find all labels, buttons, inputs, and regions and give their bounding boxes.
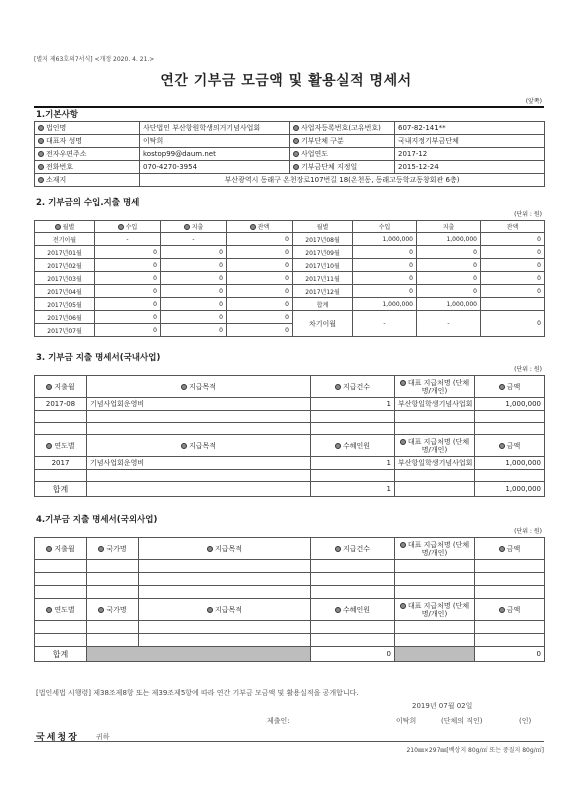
total-income: 1,000,000 (353, 298, 417, 311)
submission-date: 2019년 07월 02일 (412, 702, 473, 710)
bullet-icon (38, 125, 44, 131)
next-carry-expense: - (417, 311, 481, 337)
next-carry-balance: 0 (481, 311, 545, 337)
table-row-balance: 0 (481, 285, 545, 298)
table-row-income: 0 (353, 246, 417, 259)
col-country: 국가명 (87, 599, 139, 621)
page-side-label: (앞쪽) (525, 98, 542, 105)
col-amount: 금액 (475, 599, 545, 621)
section2-unit: (단위 : 원) (514, 211, 542, 218)
document-title: 연간 기부금 모금액 및 활용실적 명세서 (160, 73, 412, 89)
bullet-icon (400, 380, 406, 386)
rep-name-value: 이탁희 (140, 135, 290, 148)
table-row-balance: 0 (227, 324, 293, 337)
total-expense: 1,000,000 (417, 298, 481, 311)
carry-income: - (95, 233, 161, 246)
table-row-balance: 0 (227, 311, 293, 324)
table-row-balance: 0 (227, 272, 293, 285)
table-row-purpose: 기념사업회운영비 (87, 398, 311, 411)
bullet-icon (293, 151, 299, 157)
bullet-icon (335, 443, 341, 449)
total-count: 1 (311, 482, 395, 497)
col-expense-month: 지출월 (35, 376, 87, 398)
section3-heading: 3. 기부금 지출 명세서(국내사업) (36, 353, 161, 363)
col-balance-right: 잔액 (481, 221, 545, 233)
table-row-expense: 0 (161, 259, 227, 272)
col-year: 연도별 (35, 599, 87, 621)
col-amount: 금액 (475, 376, 545, 398)
footer-rule (34, 741, 544, 742)
table-row-balance: 0 (227, 246, 293, 259)
total-amount: 0 (475, 647, 545, 662)
col-purpose: 지급목적 (87, 376, 311, 398)
phone-value: 070-4270-3954 (140, 161, 290, 174)
col-income-right: 수입 (353, 221, 417, 233)
table-row-month: 2017년10월 (293, 259, 353, 272)
seal-mark: (인) (519, 717, 532, 725)
bullet-icon (207, 607, 213, 613)
table-row-month: 2017년07월 (35, 324, 95, 337)
designation-date-value: 2015-12-24 (395, 161, 545, 174)
table-row-count: 1 (311, 457, 395, 470)
next-carry-income: - (353, 311, 417, 337)
table-row-income: 0 (353, 259, 417, 272)
bullet-icon (46, 607, 52, 613)
table-row-expense: 0 (417, 246, 481, 259)
submitter-name: 이탁희 (396, 717, 417, 725)
section4-unit: (단위 : 원) (514, 528, 542, 535)
fiscal-year-value: 2017-12 (395, 148, 545, 161)
bullet-icon (46, 443, 52, 449)
total-label: 합계 (35, 482, 87, 497)
table-row-expense: 0 (161, 285, 227, 298)
col-income-left: 수입 (95, 221, 161, 233)
total-amount: 1,000,000 (475, 482, 545, 497)
reg-number-label: 사업자등록번호(고유번호) (290, 122, 395, 135)
paper-spec: 210㎜×297㎜[백상지 80g/㎡ 또는 중질지 80g/㎡] (406, 747, 544, 754)
bullet-icon (184, 224, 190, 230)
table-row-month: 2017년12월 (293, 285, 353, 298)
shaded-cell (395, 647, 475, 662)
org-type-value: 국내지정기부금단체 (395, 135, 545, 148)
table-row-income: 1,000,000 (353, 233, 417, 246)
table-row-month: 2017년04월 (35, 285, 95, 298)
corp-name-value: 사단법인 부산항원학생의거기념사업회 (140, 122, 290, 135)
bullet-icon (335, 384, 341, 390)
bullet-icon (118, 224, 124, 230)
form-number: [별지 제63호의7서식] <개정 2020. 4. 21.> (34, 56, 155, 63)
table-row-income: 0 (95, 259, 161, 272)
col-representative: 대표 지급처명 (단체명/개인) (395, 538, 475, 560)
table-row-month: 2017년06월 (35, 311, 95, 324)
col-purpose: 지급목적 (139, 599, 311, 621)
table-row-income: 0 (95, 272, 161, 285)
table-row-balance: 0 (481, 246, 545, 259)
top-rule (34, 106, 544, 108)
fiscal-year-label: 사업연도 (290, 148, 395, 161)
section3-unit: (단위 : 원) (514, 366, 542, 373)
col-beneficiaries: 수혜인원 (311, 435, 395, 457)
table-row-balance: 0 (227, 259, 293, 272)
bullet-icon (499, 546, 505, 552)
total-label: 합계 (293, 298, 353, 311)
bullet-icon (207, 546, 213, 552)
col-month-right: 월별 (293, 221, 353, 233)
col-representative: 대표 지급처명 (단체명/개인) (395, 599, 475, 621)
legal-basis-text: [법인세법 시행령] 제38조제8항 또는 제39조제5항에 따라 연간 기부금 모금액 및 활용실적을 공개합니다. (36, 689, 359, 697)
table-row-income: 0 (95, 311, 161, 324)
table-row-expense: 0 (417, 285, 481, 298)
carry-expense: - (161, 233, 227, 246)
col-payment-count: 지급건수 (311, 376, 395, 398)
bullet-icon (98, 607, 104, 613)
table-row-balance: 0 (481, 233, 545, 246)
col-representative: 대표 지급처명 (단체명/개인) (395, 376, 475, 398)
bullet-icon (293, 125, 299, 131)
bullet-icon (38, 164, 44, 170)
table-row-amount: 1,000,000 (475, 457, 545, 470)
bullet-icon (499, 443, 505, 449)
table-row-month: 2017년08월 (293, 233, 353, 246)
table-row-expense: 1,000,000 (417, 233, 481, 246)
table-row-expense: 0 (417, 272, 481, 285)
bullet-icon (38, 138, 44, 144)
table-row-amount: 1,000,000 (475, 398, 545, 411)
table-row-balance: 0 (481, 272, 545, 285)
carry-label: 전기이월 (35, 233, 95, 246)
bullet-icon (499, 607, 505, 613)
corp-name-label: 법인명 (35, 122, 140, 135)
overseas-expense-table (34, 537, 545, 662)
domestic-expense-table (34, 375, 545, 497)
table-row-purpose: 기념사업회운영비 (87, 457, 311, 470)
table-row-balance: 0 (481, 259, 545, 272)
bullet-icon (181, 384, 187, 390)
table-row-month: 2017년03월 (35, 272, 95, 285)
table-row-month: 2017년09월 (293, 246, 353, 259)
table-row-month: 2017년02월 (35, 259, 95, 272)
table-row-balance: 0 (227, 298, 293, 311)
table-row-expense: 0 (161, 272, 227, 285)
total-balance (481, 298, 545, 311)
table-row-income: 0 (95, 324, 161, 337)
table-row-representative: 부산항일학생기념사업회 (395, 398, 475, 411)
recipient: 국세청장 (36, 733, 79, 743)
section4-heading: 4.기부금 지출 명세서(국외사업) (36, 515, 158, 525)
bullet-icon (335, 546, 341, 552)
col-beneficiaries: 수혜인원 (311, 599, 395, 621)
bullet-icon (499, 384, 505, 390)
bullet-icon (335, 607, 341, 613)
bullet-icon (55, 224, 61, 230)
phone-label: 전화번호 (35, 161, 140, 174)
col-expense-month: 지출월 (35, 538, 87, 560)
table-row-income: 0 (95, 246, 161, 259)
submitter-note: (단체의 직인) (441, 717, 483, 725)
table-row-year: 2017 (35, 457, 87, 470)
carry-balance: 0 (227, 233, 293, 246)
bullet-icon (98, 546, 104, 552)
bullet-icon (400, 603, 406, 609)
email-label: 전자우편주소 (35, 148, 140, 161)
submitter-label: 제출인: (267, 717, 290, 725)
table-row-representative: 부산항일학생기념사업회 (395, 457, 475, 470)
col-purpose: 지급목적 (87, 435, 311, 457)
col-expense-right: 지출 (417, 221, 481, 233)
bullet-icon (46, 546, 52, 552)
basic-info-table (34, 121, 545, 187)
table-row-count: 1 (311, 398, 395, 411)
section1-heading: 1.기본사항 (36, 110, 78, 120)
designation-date-label: 기부금단체 지정일 (290, 161, 395, 174)
col-year: 연도별 (35, 435, 87, 457)
rep-name-label: 대표자 성명 (35, 135, 140, 148)
table-row-month: 2017년01월 (35, 246, 95, 259)
col-country: 국가명 (87, 538, 139, 560)
bullet-icon (400, 542, 406, 548)
table-row-expense: 0 (161, 298, 227, 311)
total-label: 합계 (35, 647, 87, 662)
bullet-icon (400, 439, 406, 445)
col-representative: 대표 지급처명 (단체명/개인) (395, 435, 475, 457)
table-row-balance: 0 (227, 285, 293, 298)
col-amount: 금액 (475, 538, 545, 560)
col-expense-left: 지출 (161, 221, 227, 233)
col-purpose: 지급목적 (139, 538, 311, 560)
address-label: 소재지 (35, 174, 140, 187)
table-row-income: 0 (95, 285, 161, 298)
table-row-expense: 0 (161, 311, 227, 324)
bullet-icon (250, 224, 256, 230)
next-carry-label: 차기이월 (293, 311, 353, 337)
income-expense-table (34, 220, 545, 337)
table-row-income: 0 (353, 272, 417, 285)
table-row-expense: 0 (161, 246, 227, 259)
section2-heading: 2. 기부금의 수입.지출 명세 (36, 198, 140, 208)
shaded-cell (87, 647, 311, 662)
col-payment-count: 지급건수 (311, 538, 395, 560)
col-month-left: 월별 (35, 221, 95, 233)
bullet-icon (38, 151, 44, 157)
table-row-month: 2017-08 (35, 398, 87, 411)
bullet-icon (293, 164, 299, 170)
bullet-icon (38, 177, 44, 183)
table-row-expense: 0 (417, 259, 481, 272)
table-row-month: 2017년05월 (35, 298, 95, 311)
table-row-income: 0 (353, 285, 417, 298)
bullet-icon (181, 443, 187, 449)
col-amount: 금액 (475, 435, 545, 457)
org-type-label: 기부단체 구분 (290, 135, 395, 148)
bullet-icon (46, 384, 52, 390)
total-count: 0 (311, 647, 395, 662)
email-value: kostop99@daum.net (140, 148, 290, 161)
bullet-icon (293, 138, 299, 144)
recipient-suffix: 귀하 (96, 733, 110, 741)
reg-number-value: 607-82-141** (395, 122, 545, 135)
table-row-income: 0 (95, 298, 161, 311)
table-row-month: 2017년11월 (293, 272, 353, 285)
table-row-expense: 0 (161, 324, 227, 337)
col-balance-left: 잔액 (227, 221, 293, 233)
address-value: 부산광역시 동래구 온천장로107번길 18(온천동, 동래고등학교동창회관 6층) (140, 174, 545, 187)
